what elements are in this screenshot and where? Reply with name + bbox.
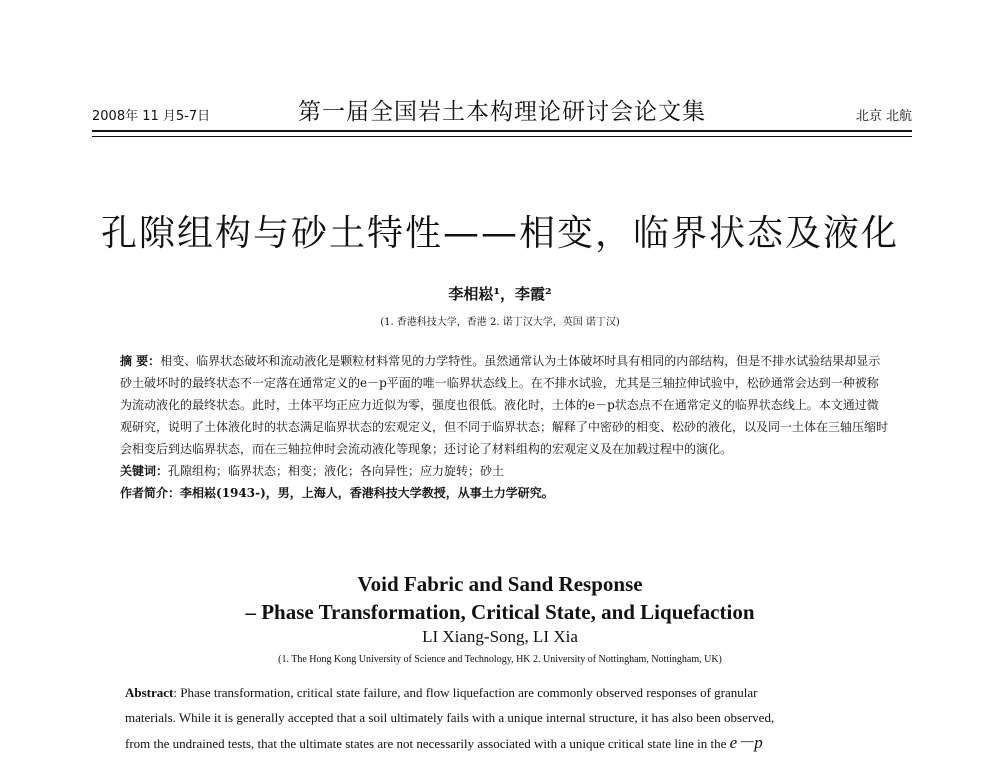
- bio-label: 作者简介：: [120, 486, 181, 500]
- chinese-authors: 李相崧¹，李霞²: [448, 285, 552, 303]
- keywords-label: 关键词：: [120, 464, 169, 478]
- chinese-affiliation: (1. 香港科技大学，香港 2. 诺丁汉大学，英国 诺丁汉): [380, 317, 620, 328]
- english-abstract-line3: from the undrained tests, that the ultimate states are not necessarily associated with a unique critical state line in the e－p: [125, 733, 763, 752]
- english-abstract: [125, 680, 890, 756]
- running-header: [92, 100, 912, 126]
- chinese-abstract-block: [120, 350, 890, 504]
- bio-text: 李相崧(1943-)，男，上海人，香港科技大学教授，从事土力学研究。: [180, 486, 554, 500]
- chinese-abstract: [120, 350, 890, 460]
- english-title-line2: – Phase Transformation, Critical State, and Liquefaction: [245, 600, 755, 624]
- english-authors: LI Xiang-Song, LI Xia: [422, 627, 578, 646]
- english-affiliation: (1. The Hong Kong University of Science and Technology, HK 2. University of Nottingham, Nottingham, UK): [278, 654, 722, 665]
- conference-date: 2008年 11 月5-7日: [92, 109, 211, 124]
- abstract-label: 摘 要：: [120, 354, 161, 368]
- english-abstract-line2: materials. While it is generally accepted that a soil ultimately fails with a unique internal structure, it has also been observed,: [125, 710, 775, 725]
- abstract-text: 相变、临界状态破坏和流动液化是颗粒材料常见的力学特性。虽然通常认为土体破坏时具有相同的内部结构，但是不排水试验结果却显示砂土破坏时的最终状态不一定落在通常定义的e－p平面的唯一临界状态线上。在不排水试验，尤其是三轴拉伸试验中，松砂通常会达到一种被称为流动液化的最终状态。此时，土体平均正应力近似为零，强度也很低。液化时，土体的e－p状态点不在通常定义的临界状态线上。本文通过微观研究，说明了土体液化时的状态满足临界状态的宏观定义，但不同于临界状态；解释了中密砂的相变、松砂的液化，以及同一土体在三轴压缩时会相变后到达临界状态，而在三轴拉伸时会流动液化等现象；还讨论了材料组构的宏观定义及在加载过程中的演化。: [120, 354, 889, 456]
- conference-location: 北京 北航: [855, 109, 912, 124]
- header-rule-thick: [92, 130, 912, 132]
- proceedings-title: 第一届全国岩土本构理论研讨会论文集: [298, 99, 706, 125]
- author-bio: [120, 482, 890, 504]
- keywords: [120, 460, 890, 482]
- english-abstract-label: Abstract: [125, 685, 174, 700]
- chinese-title: 孔隙组构与砂土特性——相变，临界状态及液化: [100, 213, 899, 254]
- header-rule-thin: [92, 136, 912, 137]
- english-abstract-line1: Abstract: Phase transformation, critical state failure, and flow liquefaction are commonly observed responses of granular: [125, 685, 758, 700]
- e-p-notation: e－p: [729, 733, 763, 752]
- keywords-text: 孔隙组构；临界状态；相变；液化；各向异性；应力旋转；砂土: [168, 464, 505, 478]
- english-title-line1: Void Fabric and Sand Response: [357, 572, 643, 596]
